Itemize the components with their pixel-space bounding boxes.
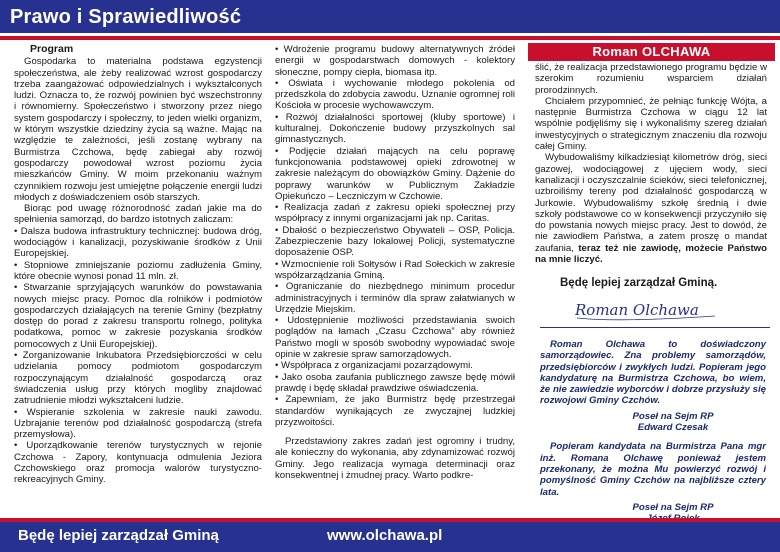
bullet-item: • Zorganizowanie Inkubatora Przedsiębiorczości w celu udzielania pomocy podmiotom gospodarczym rozpoczynającym działalność gospodarczą oraz świadczenia usług przy których mogliby znajdować zatrudnienie młodzi wykształceni ludzie. [14, 350, 262, 407]
closing-slogan: Będę lepiej zarządzał Gminą. [560, 277, 718, 289]
signature-image [575, 298, 725, 322]
paragraph: Przedstawiony zakres zadań jest ogromny i trudny, ale konieczny do wykonania, aby zdynamizować rozwój Gminy. Jego realizacja wymaga determinacji oraz konsekwentnej i żmudnej pracy. Warto podkre- [275, 436, 515, 481]
bullet-item: • Realizacja zadań z zakresu opieki społecznej przy współpracy z innymi organizacjami jak np. Caritas. [275, 202, 515, 225]
bullet-item: • Wzmocnienie roli Sołtysów i Rad Sołeckich w zakresie współzarządzania Gminą. [275, 258, 515, 281]
bullet-item: • Zapewniam, że jako Burmistrz będę przestrzegał standardów wynikających ze zwyczajnej ludzkiej przyzwoitości. [275, 394, 515, 428]
program-column-2 [275, 44, 515, 516]
endorsement-text: Popieram kandydata na Burmistrza Pana mgr inż. Romana Olchawę ponieważ jestem przekonany, że można Mu powierzyć rozwój i pomyślność Gminy Czchów na najbliższe cztery lata. [540, 441, 766, 498]
header-bar [0, 0, 780, 40]
header-red-stripe [0, 36, 780, 40]
bullet-item: • Wspieranie szkolenia w zakresie nauki zawodu. Uzbrajanie terenów pod działalność gospodarczą (strefa przemysłowa). [14, 406, 262, 441]
bullet-item: • Współpraca z organizacjami pozarządowymi. [275, 360, 473, 372]
divider [540, 327, 770, 328]
footer-slogan: Będę lepiej zarządzał Gminą [18, 527, 219, 544]
paragraph: Biorąc pod uwagę różnorodność zadań jakie ma do spełnienia samorząd, do bardzo istotnych zaliczam: [14, 203, 262, 226]
paragraph-text: Wybudowaliśmy kilkadziesiąt kilometrów dróg, sieci gazowej, wodociągowej z ujęciem wody, sieci kanalizacji i oczyszczalnie ścieków, sieci telefonicznej, uzbroiliśmy tereny pod działalność gospodarczą w Jurkowie. Wybudowaliśmy szkołę średnią i dwie szkoły podstawowe co w konsekwencji przyczyniło się do powstania nowych miejsc pracy. Jest to dowód, że nie zawiodłem Państwa, a zatem proszę o mandat zaufania, [535, 152, 767, 254]
bullet-item: • Stwarzanie sprzyjających warunków do powstawania nowych miejsc pracy. Pomoc dla rolników i podmiotów gospodarczych działających na terenie Gminy (bezpłatny dostęp do porad z zakresu transportu rolnego, polityka podatkowa, pomoc w zakresie pozyskania środków pomocowych z Unii Europejskiej). [14, 282, 262, 350]
endorser-role: Poseł na Sejm RP [632, 410, 714, 422]
bold-pledge: teraz też nie zawiodę, możecie Państwo na mnie liczyć. [535, 242, 767, 266]
footer-bar [0, 518, 780, 552]
bullet-item: • Uporządkowanie terenów turystycznych w rejonie Czchowa - Zapory, kontynuacja odmulenia Jeziora Czchowskiego oraz promocja walorów turystyczno-rekreacyjnych Gminy. [14, 440, 262, 486]
signature-text: Roman Olchawa [575, 301, 699, 319]
bullet-item: • Podjęcie działań mających na celu poprawę funkcjonowania podstawowej opieki zdrowotnej w zakresie należącym do obowiązków Gminy. Dążenie do poprawy warunków w Publicznym Zakładzie Opiekuńczo – Leczniczym w Czchowie. [275, 145, 515, 202]
candidate-name-banner: Roman OLCHAWA [528, 43, 775, 61]
program-column-1 [14, 44, 262, 516]
endorser-name: Edward Czesak [637, 422, 709, 434]
bullet-item: • Dbałość o bezpieczeństwo Obywateli – OSP, Policja. Zabezpieczenie bazy lokalowej Policji, systematyczne doposażenie OSP. [275, 224, 515, 259]
endorsement-text: Roman Olchawa to doświadczony samorządowiec. Zna problemy samorządów, przedsiębiorców i zwykłych ludzi. Popieram jego kandydaturę na Burmistrza Czchowa, bo wiem, że nie zawiedzie wyborców i dobrze przysłuży się rozwojowi Gminy Czchów. [540, 339, 766, 407]
program-heading: Program [30, 44, 74, 55]
footer-red-stripe [0, 518, 780, 522]
paragraph: ślić, że realizacja przedstawionego programu będzie w szerokim rozumieniu wsparciem działań prorodzinnych. [535, 62, 767, 96]
bullet-item: • Udostępnienie możliwości przedstawiania swoich poglądów na łamach „Czasu Czchowa” aby również Państwo mogli w sposób swobodny wypowiadać swoje opinie w zakresie spraw samorządowych. [275, 315, 515, 361]
website-link[interactable]: www.olchawa.pl [327, 527, 443, 544]
party-title: Prawo i Sprawiedliwość [10, 6, 242, 28]
bullet-item: • Jako osoba zaufania publicznego zawsze będę mówił prawdę i będę składał prawdziwe oświadczenia. [275, 371, 515, 394]
paragraph: Chciałem przypomnieć, że pełniąc funkcję Wójta, a następnie Burmistrza Czchowa w ciągu 12 lat wspólnie podjęliśmy się i wykonaliśmy szereg działań inwestycyjnych o strategicznym znaczeniu dla rozwoju całej Gminy. [535, 95, 767, 153]
endorser-role: Poseł na Sejm RP [632, 501, 714, 513]
bullet-item: • Dalsza budowa infrastruktury technicznej: budowa dróg, wodociągów i kanalizacji, pozyskiwanie środków z Unii Europejskiej. [14, 225, 262, 260]
paragraph: Gospodarka to materialna podstawa egzystencji społeczeństwa, ale żeby realizować wzrost gospodarczy trzeba zaangażować odpowiedzialnych i wykształconych ludzi. Oznacza to, że rozwój powinien być wszechstronny i równomierny. Społeczeństwo i stworzony przez niego system gospodarczy i społeczny, to jeden wielki organizm, w którym wszystkie dziedziny życia są ważne. Mając na względzie te zależności, jeśli zostanę wybrany na Burmistrza Czchowa, będę zabiegał aby rozwój gospodarczy powodował wzrost poziomu życia mieszkańców Gminy. W moim przekonaniu ważnym czynnikiem rozwoju jest umiejętne połączenie energii ludzi młodych z doświadczeniem osób starszych. [14, 56, 262, 203]
bullet-item: • Rozwój działalności sportowej (kluby sportowe) i kulturalnej. Dokończenie budowy przyszkolnych sal gimnastycznych. [275, 111, 515, 146]
bullet-item: • Wdrożenie programu budowy alternatywnych źródeł energii w gospodarstwach domowych - kolektory słoneczne, pompy ciepła, biomasa itp. [275, 44, 515, 78]
paragraph [535, 152, 767, 265]
bullet-item: • Oświata i wychowanie młodego pokolenia od przedszkola do zdobycia zawodu. Uznanie ogromnej roli Kościoła w procesie wychowawczym. [275, 77, 515, 112]
endorsements [540, 339, 766, 524]
bullet-item: • Stopniowe zmniejszanie poziomu zadłużenia Gminy, które obecnie wynosi ponad 11 mln. zł. [14, 259, 262, 282]
bullet-item: • Ograniczanie do niezbędnego minimum procedur administracyjnych i terminów dla spraw załatwianych w Urzędzie Miejskim. [275, 281, 515, 315]
